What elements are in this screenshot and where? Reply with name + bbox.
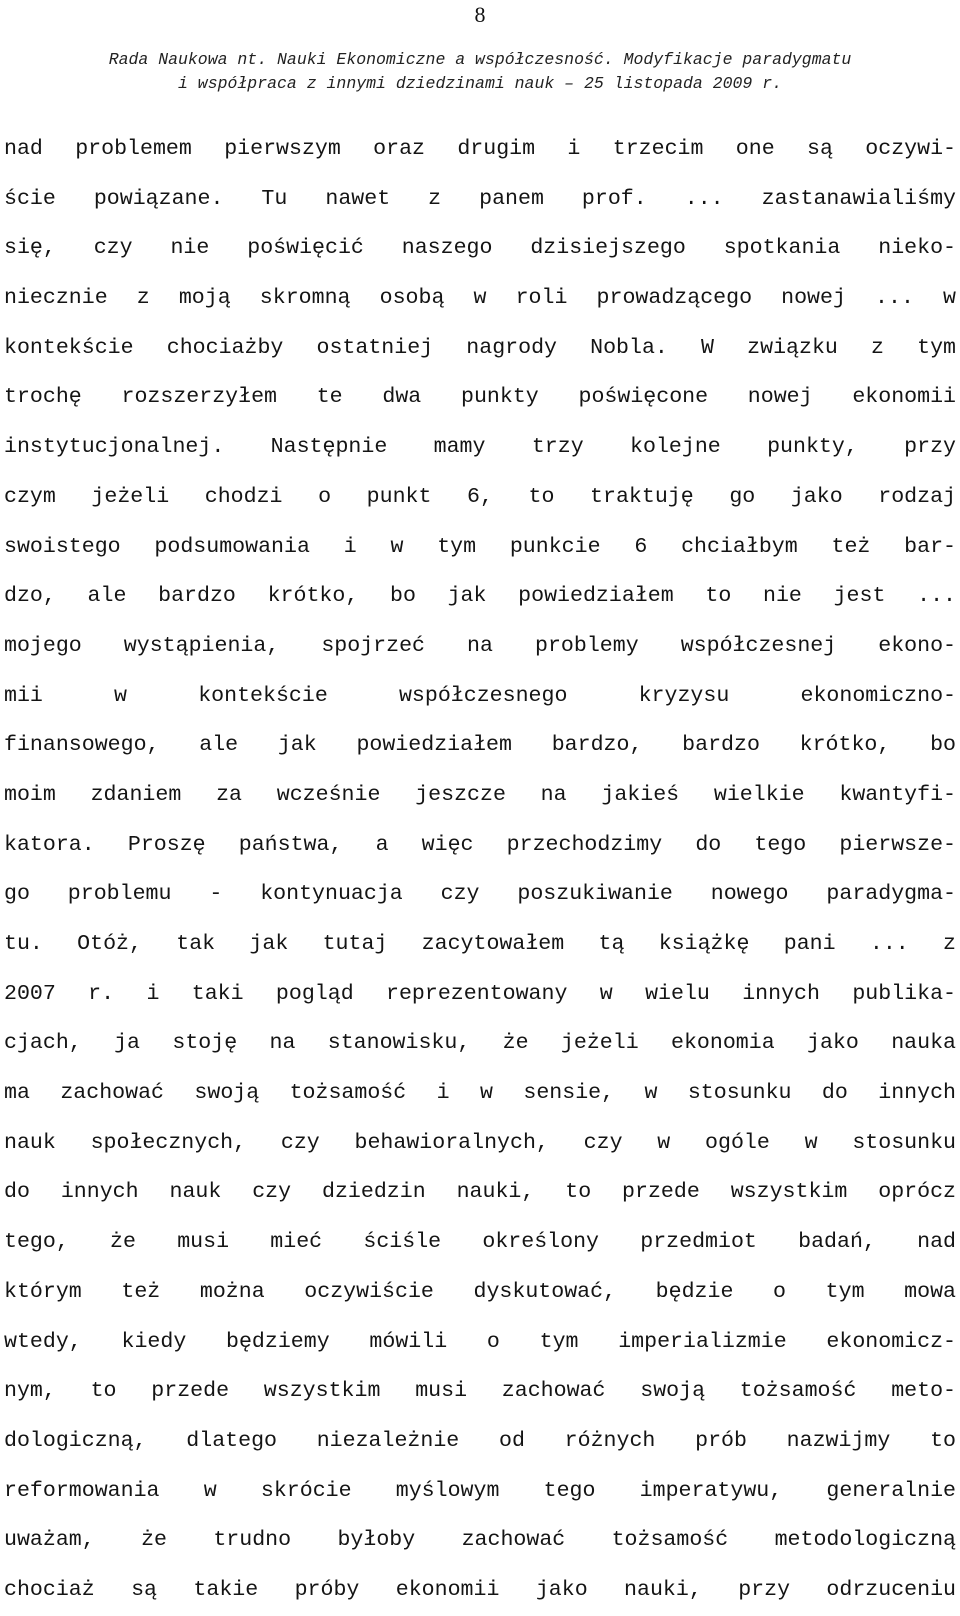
- running-header: [0, 48, 960, 96]
- body-line: tego, że musi mieć ściśle określony przedmiot badań, nad: [4, 1230, 956, 1255]
- body-line: dologiczną, dlatego niezależnie od różnych prób nazwijmy to: [4, 1428, 956, 1453]
- body-line: tu. Otóż, tak jak tutaj zacytowałem tą książkę pani ... z: [4, 932, 956, 956]
- body-line: instytucjonalnej. Następnie mamy trzy kolejne punkty, przy: [4, 435, 956, 460]
- body-line: uważam, że trudno byłoby zachować tożsamość metodologiczną: [4, 1528, 956, 1553]
- body-line: swoistego podsumowania i w tym punkcie 6 chciałbym też bar-: [4, 534, 956, 559]
- body-line: nad problemem pierwszym oraz drugim i trzecim one są oczywi-: [4, 137, 956, 161]
- body-line: katora. Proszę państwa, a więc przechodzimy do tego pierwsze-: [4, 832, 956, 857]
- body-line: go problemu - kontynuacja czy poszukiwanie nowego paradygma-: [4, 882, 956, 907]
- running-header-line-2: i współpraca z innymi dziedzinami nauk – 25 listopada 2009 r.: [178, 74, 782, 93]
- body-line: którym też można oczywiście dyskutować, będzie o tym mowa: [4, 1279, 956, 1304]
- body-line: trochę rozszerzyłem te dwa punkty poświęcone nowej ekonomii: [4, 385, 956, 410]
- body-line: mii w kontekście współczesnego kryzysu ekonomiczno-: [4, 683, 956, 708]
- body-line: czym jeżeli chodzi o punkt 6, to traktuję go jako rodzaj: [4, 484, 956, 509]
- body-line: nym, to przede wszystkim musi zachować swoją tożsamość meto-: [4, 1379, 956, 1404]
- body-line: do innych nauk czy dziedzin nauki, to przede wszystkim oprócz: [4, 1180, 956, 1205]
- body-line: wtedy, kiedy będziemy mówili o tym imperializmie ekonomicz-: [4, 1329, 956, 1354]
- body-line: kontekście chociażby ostatniej nagrody Nobla. W związku z tym: [4, 335, 956, 360]
- running-header-line-1: Rada Naukowa nt. Nauki Ekonomiczne a współczesność. Modyfikacje paradygmatu: [108, 50, 852, 69]
- body-line: ma zachować swoją tożsamość i w sensie, w stosunku do innych: [4, 1081, 956, 1106]
- body-line: cjach, ja stoję na stanowisku, że jeżeli ekonomia jako nauka: [4, 1031, 956, 1056]
- body-line: 2007 r. i taki pogląd reprezentowany w wielu innych publika-: [4, 981, 956, 1006]
- body-text: [4, 125, 956, 1616]
- body-line: chociaż są takie próby ekonomii jako nauki, przy odrzuceniu: [4, 1577, 956, 1602]
- body-line: dzo, ale bardzo krótko, bo jak powiedziałem to nie jest ...: [4, 584, 956, 609]
- page-number: 8: [474, 2, 486, 27]
- body-line: się, czy nie poświęcić naszego dzisiejszego spotkania nieko-: [4, 236, 956, 261]
- body-line: finansowego, ale jak powiedziałem bardzo, bardzo krótko, bo: [4, 733, 956, 758]
- body-line: mojego wystąpienia, spojrzeć na problemy współczesnej ekono-: [4, 633, 956, 658]
- body-line: ście powiązane. Tu nawet z panem prof. ... zastanawialiśmy: [4, 186, 956, 211]
- body-line: nauk społecznych, czy behawioralnych, czy w ogóle w stosunku: [4, 1130, 956, 1155]
- body-line: moim zdaniem za wcześnie jeszcze na jakieś wielkie kwantyfi-: [4, 782, 956, 807]
- body-line: reformowania w skrócie myślowym tego imperatywu, generalnie: [4, 1478, 956, 1503]
- body-line: niecznie z moją skromną osobą w roli prowadzącego nowej ... w: [4, 286, 956, 311]
